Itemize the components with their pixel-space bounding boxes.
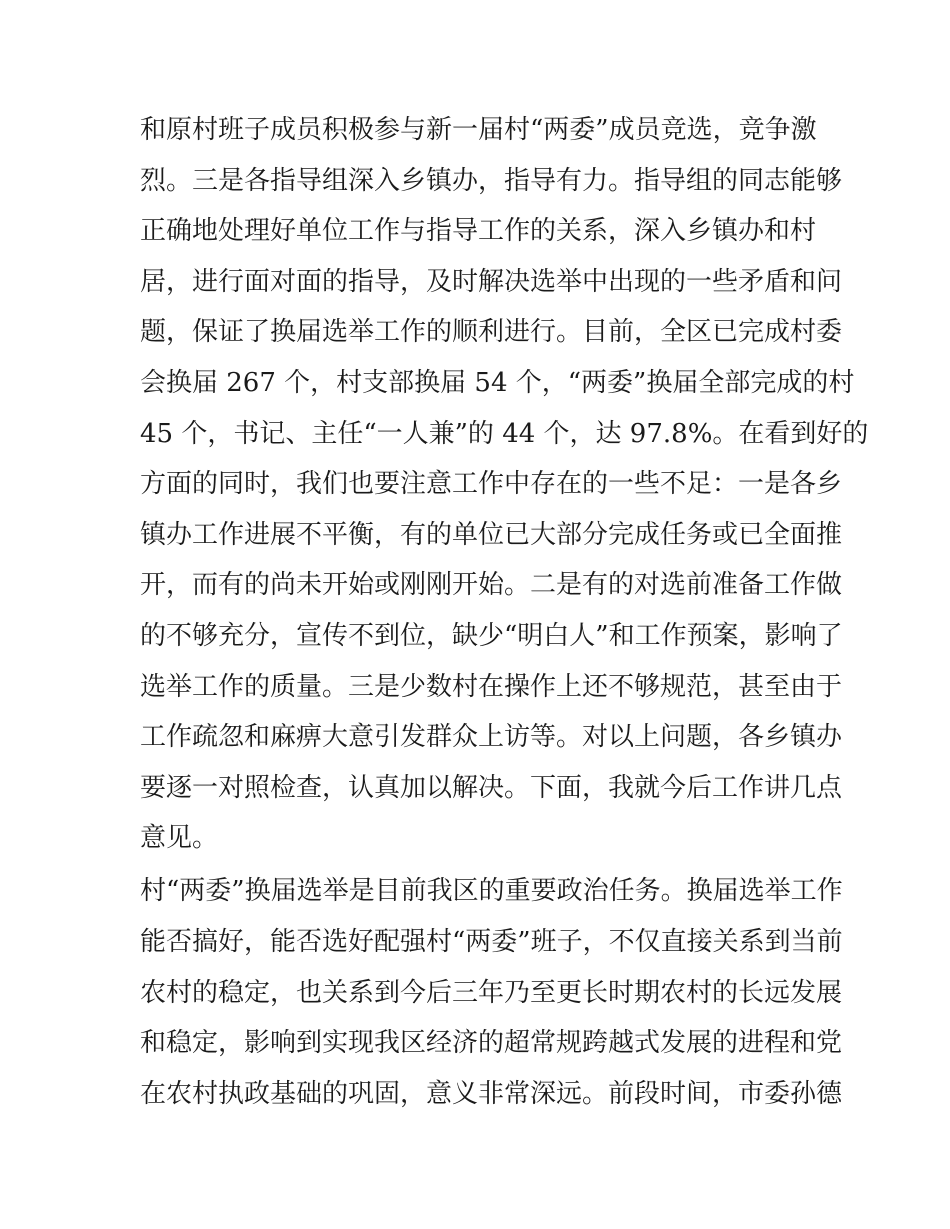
text-line: 工作疏忽和麻痹大意引发群众上访等。对以上问题，各乡镇办 <box>140 722 843 753</box>
text-line: 题，保证了换届选举工作的顺利进行。目前，全区已完成村委 <box>140 317 843 348</box>
document-page <box>140 105 869 1119</box>
text-line: 和稳定，影响到实现我区经济的超常规跨越式发展的进程和党 <box>140 1028 843 1059</box>
text-line: 能否搞好，能否选好配强村“两委”班子，不仅直接关系到当前 <box>140 927 843 957</box>
text-line: 的不够充分，宣传不到位，缺少“明白人”和工作预案，影响了 <box>140 620 843 651</box>
text-line: 村“两委”换届选举是目前我区的重要政治任务。换届选举工作 <box>140 876 843 907</box>
text-line: 选举工作的质量。三是少数村在操作上还不够规范，甚至由于 <box>140 671 843 702</box>
text-line: 烈。三是各指导组深入乡镇办，指导有力。指导组的同志能够 <box>140 165 843 196</box>
text-line: 镇办工作进展不平衡，有的单位已大部分完成任务或已全面推 <box>140 519 843 550</box>
text-line: 在农村执政基础的巩固，意义非常深远。前段时间，市委孙德 <box>140 1078 843 1109</box>
paragraph-1 <box>140 105 869 864</box>
text-line: 居，进行面对面的指导，及时解决选举中出现的一些矛盾和问 <box>140 266 843 297</box>
text-line: 意见。 <box>140 823 219 854</box>
text-line: 会换届 267 个，村支部换届 54 个，“两委”换届全部完成的村 <box>140 367 855 398</box>
paragraph-2 <box>140 866 843 1119</box>
text-line: 农村的稳定，也关系到今后三年乃至更长时期农村的长远发展 <box>140 977 843 1008</box>
text-line: 正确地处理好单位工作与指导工作的关系，深入乡镇办和村 <box>140 216 817 247</box>
text-line: 开，而有的尚未开始或刚刚开始。二是有的对选前准备工作做 <box>140 570 843 601</box>
text-line: 45 个，书记、主任“一人兼”的 44 个，达 97.8%。在看到好的 <box>140 418 869 449</box>
text-line: 和原村班子成员积极参与新一届村“两委”成员竞选，竞争激 <box>140 115 817 145</box>
text-line: 方面的同时，我们也要注意工作中存在的一些不足：一是各乡 <box>140 469 843 500</box>
text-line: 要逐一对照检查，认真加以解决。下面，我就今后工作讲几点 <box>140 772 843 803</box>
